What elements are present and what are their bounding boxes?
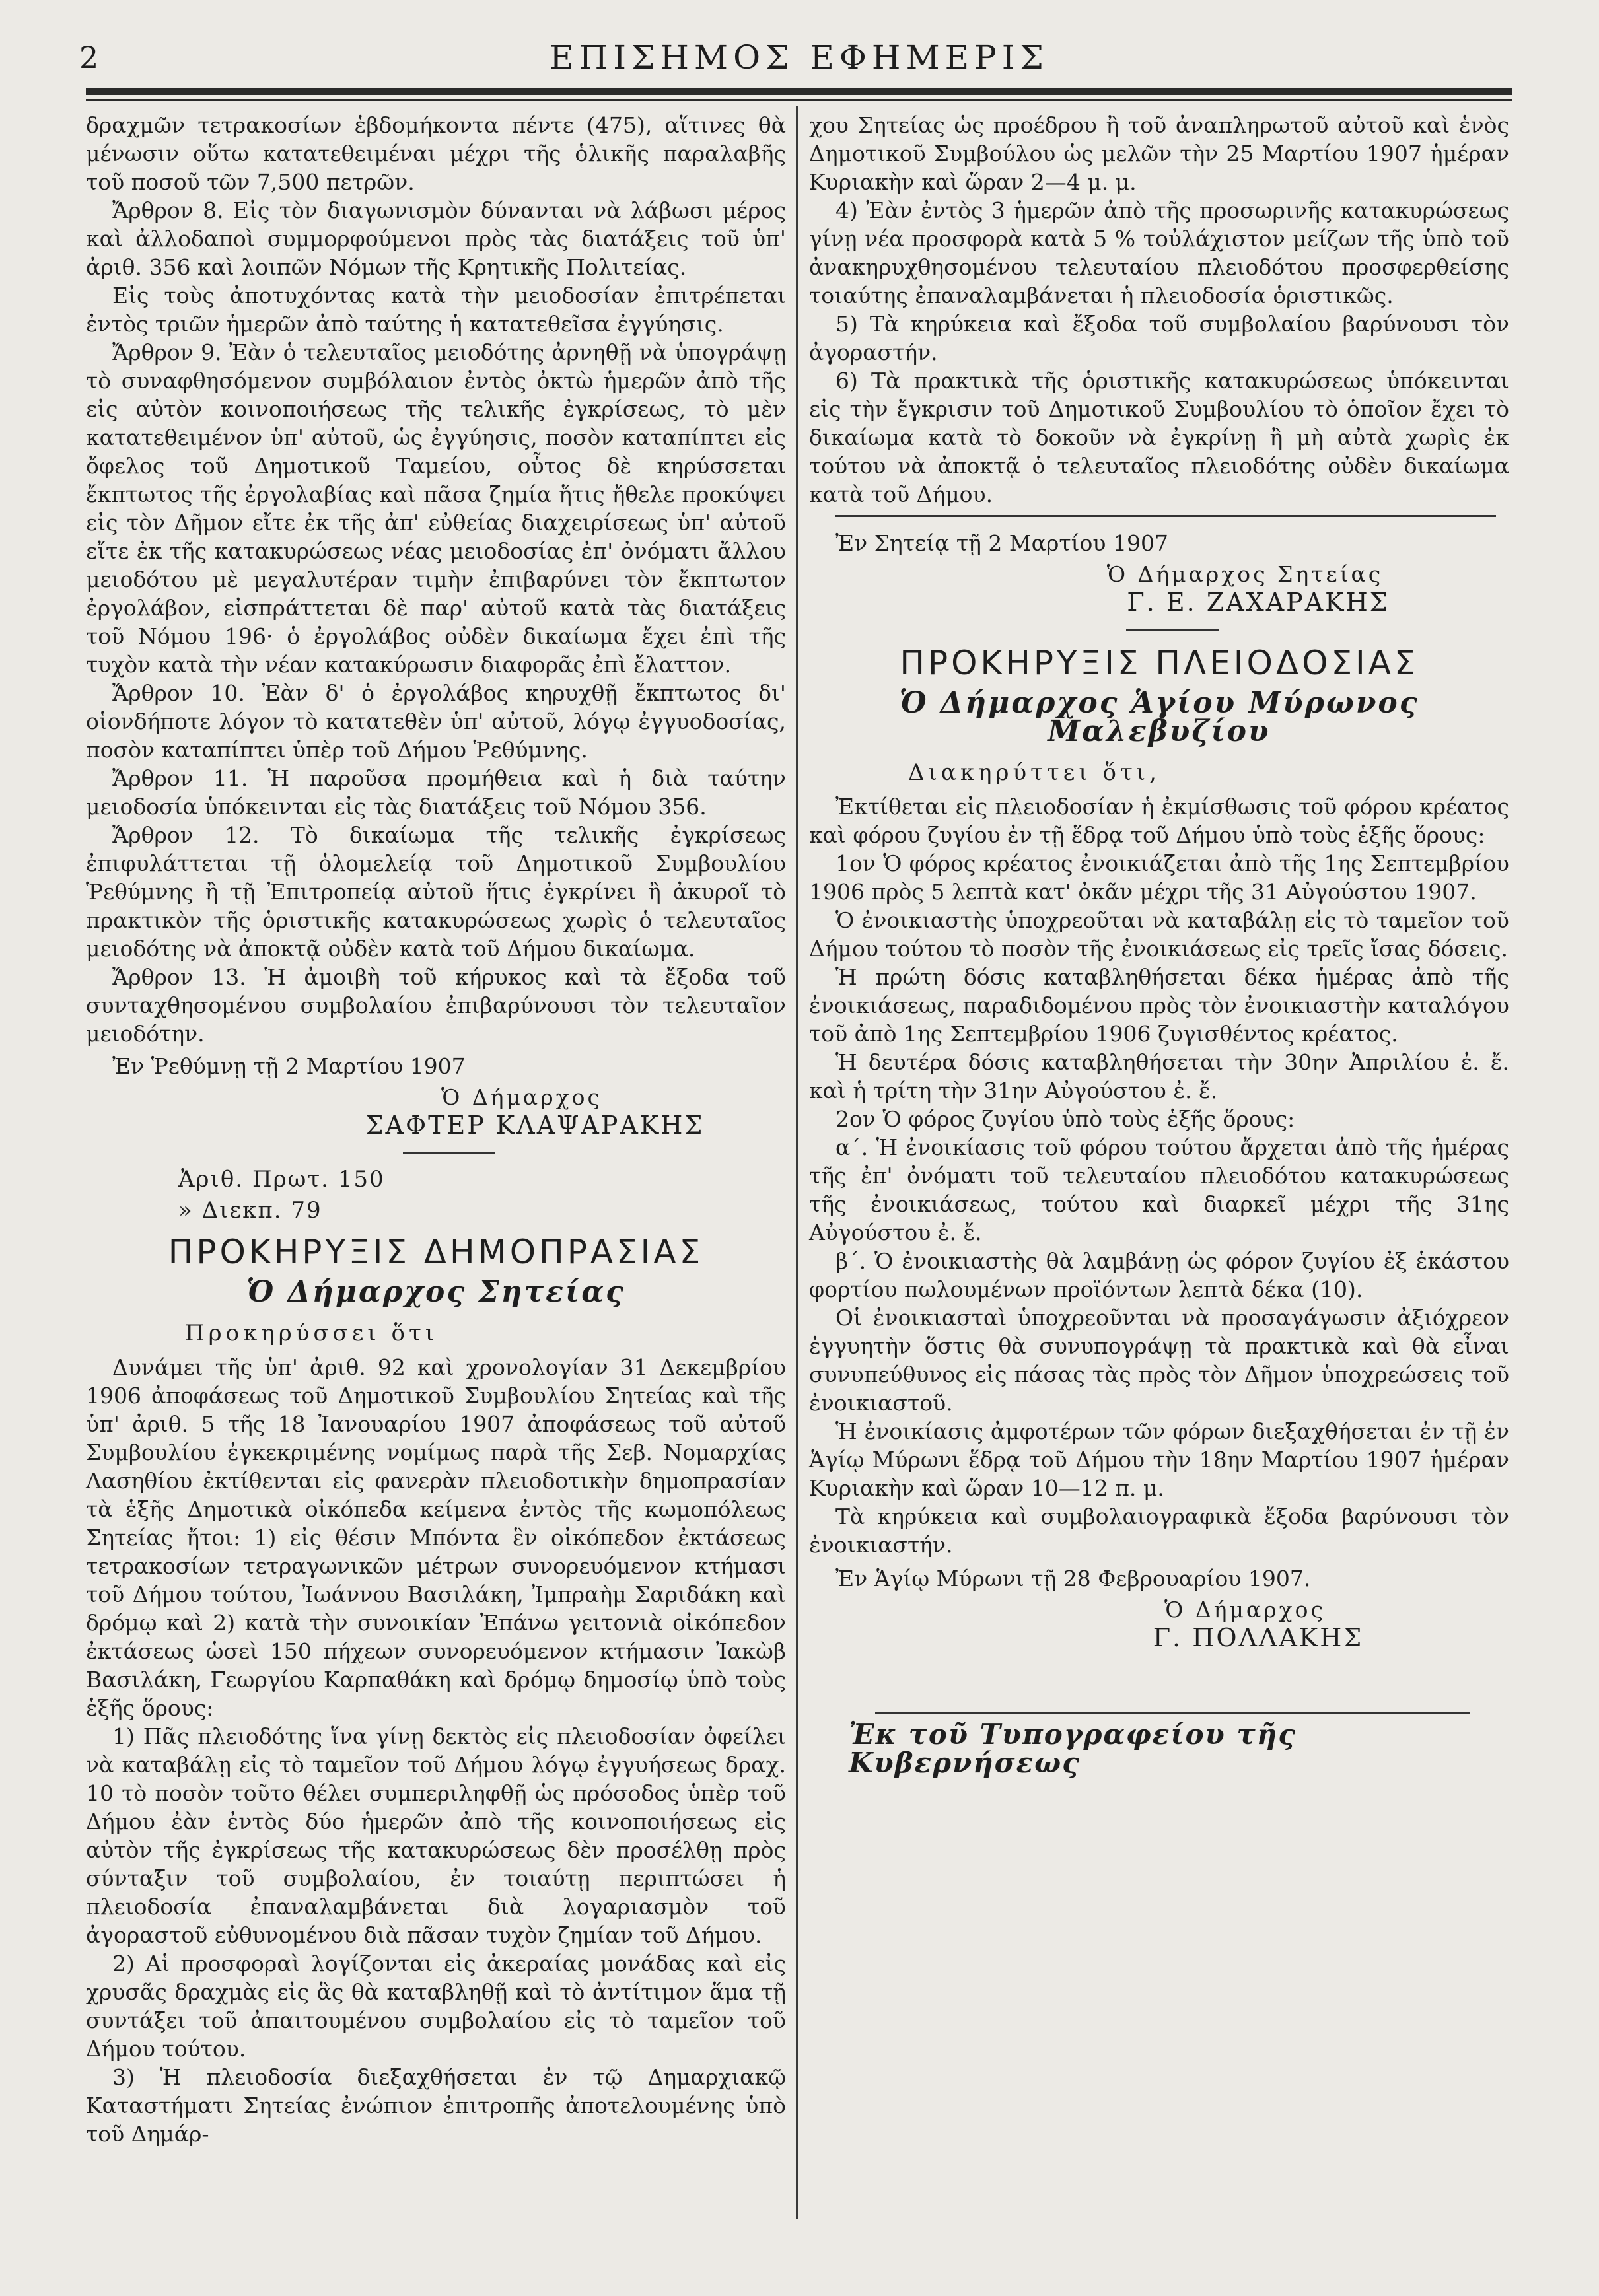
paragraph: Ὁ ἐνοικιαστὴς ὑποχρεοῦται νὰ καταβάλῃ εἰς τὸ ταμεῖον τοῦ Δήμου τούτου τὸ ποσὸν τῆς ἐνοικιάσεως εἰς τρεῖς ἴσας δόσεις. — [809, 907, 1509, 961]
separator-rule — [1126, 629, 1219, 631]
signature-role: Ὁ Δήμαρχος — [441, 1084, 602, 1110]
signature-place-date: Ἐν Σητείᾳ τῇ 2 Μαρτίου 1907 — [835, 530, 1168, 556]
paragraph: Ἡ ἐνοικίασις ἀμφοτέρων τῶν φόρων διεξαχθήσεται ἐν τῇ ἐν Ἁγίῳ Μύρωνι ἕδρᾳ τοῦ Δήμου τὴν 18ην Μαρτίου 1907 ἡμέραν Κυριακὴν καὶ ὥραν 10—12 π. μ. — [809, 1418, 1509, 1501]
signature-name: Γ. ΠΟΛΛΑΚΗΣ — [1153, 1623, 1364, 1652]
paragraph: 1) Πᾶς πλειοδότης ἵνα γίνῃ δεκτὸς εἰς πλειοδοσίαν ὀφείλει νὰ καταβάλῃ εἰς τὸ ταμεῖον τοῦ Δήμου λόγῳ ἐγγυήσεως δραχ. 10 τὸ ποσὸν τοῦτο θέλει συμπεριληφθῇ ὡς πρόσοδος ὑπὲρ τοῦ Δήμου ἐὰν ἐντὸς δύο ἡμερῶν ἀπὸ τῆς κοινοποιήσεως εἰς αὐτὸν τῆς ἐγκρίσεως τῆς κατακυρώσεως δὲν προσέλθῃ πρὸς σύνταξιν τοῦ συμβολαίου, ἐν τοιαύτῃ περιπτώσει ἡ πλειοδοσία ἐπαναλαμβάνεται διὰ λογαριασμὸν τοῦ ἀγοραστοῦ εὐθυνομένου διὰ πᾶσαν τυχὸν ζημίαν τοῦ Δήμου. — [86, 1723, 786, 1948]
protocol-number: Ἀριθ. Πρωτ. 150 — [178, 1166, 385, 1193]
paragraph: χου Σητείας ὡς προέδρου ἢ τοῦ ἀναπληρωτοῦ αὐτοῦ καὶ ἑνὸς Δημοτικοῦ Συμβούλου ὡς μελῶν τὴν 25 Μαρτίου 1907 ἡμέραν Κυριακὴν καὶ ὥραν 2—4 μ. μ. — [809, 112, 1509, 195]
paragraph: β΄. Ὁ ἐνοικιαστὴς θὰ λαμβάνῃ ὡς φόρον ζυγίου ἐξ ἑκάστου φορτίου πωλουμένων προϊόντων λεπτὰ δέκα (10). — [809, 1248, 1509, 1302]
paragraph: δραχμῶν τετρακοσίων ἑβδομήκοντα πέντε (475), αἵτινες θὰ μένωσιν οὕτω κατατεθειμέναι μέχρι τῆς ὁλικῆς παραλαβῆς τοῦ ποσοῦ τῶν 7,500 πετρῶν. — [86, 112, 786, 195]
auction-heading: ΠΡΟΚΗΡΥΞΙΣ ΔΗΜΟΠΡΑΣΙΑΣ — [168, 1233, 704, 1271]
paragraph: Ἡ πρώτη δόσις καταβληθήσεται δέκα ἡμέρας ἀπὸ τῆς ἐνοικιάσεως, παραδιδομένου πρὸς τὸν ἐνοικιαστὴν καταλόγου τοῦ ἀπὸ 1ης Σεπτεμβρίου 1906 ζυγισθέντος κρέατος. — [809, 964, 1509, 1047]
paragraph: 2) Αἱ προσφοραὶ λογίζονται εἰς ἀκεραίας μονάδας καὶ εἰς χρυσᾶς δραχμὰς εἰς ἃς θὰ καταβληθῇ καὶ τὸ ἀντίτιμον ἅμα τῇ συντάξει τοῦ ἀπαιτουμένου συμβολαίου εἰς τὸ ταμεῖον τοῦ Δήμου τούτου. — [86, 1951, 786, 2062]
page-number: 2 — [79, 40, 100, 75]
paragraph: Τὰ κηρύκεια καὶ συμβολαιογραφικὰ ἔξοδα βαρύνουσι τὸν ἐνοικιαστήν. — [809, 1504, 1509, 1558]
signature-place-date: Ἐν Ἁγίῳ Μύρωνι τῇ 28 Φεβρουαρίου 1907. — [835, 1566, 1311, 1591]
signature-role: Ὁ Δήμαρχος — [1164, 1597, 1326, 1622]
paragraph: Ἄρθρον 9. Ἐὰν ὁ τελευταῖος μειοδότης ἀρνηθῇ νὰ ὑπογράψῃ τὸ συναφθησόμενον συμβόλαιον ἐντὸς ὀκτὼ ἡμερῶν ἀπὸ τῆς εἰς αὐτὸν κοινοποιήσεως τῆς τελικῆς ἐγκρίσεως, τὸ μὲν κατατεθειμένον ὑπ' αὐτοῦ, ὡς ἐγγύησις, ποσὸν καταπίπτει εἰς ὄφελος τοῦ Δημοτικοῦ Ταμείου, οὗτος δὲ κηρύσσεται ἔκπτωτος τῆς ἐργολαβίας καὶ πᾶσα ζημία ἥτις ἤθελε προκύψει εἰς τὸν Δῆμον εἴτε ἐκ τῆς ἀπ' εὐθείας διαχειρίσεως ὑπ' αὐτοῦ εἴτε ἐκ τῆς κατακυρώσεως νέας μειοδοσίας ἐπ' ὀνόματι ἄλλου μειοδότου μὲ μεγαλυτέραν τιμὴν ἐπιβαρύνει τὸν ἔκπτωτον ἐργολάβον, εἰσπράττεται δὲ παρ' αὐτοῦ κατὰ τὰς διατάξεις τοῦ Νόμου 196· ὁ ἐργολάβος οὐδὲν δικαίωμα ἔχει ἐπὶ τῆς τυχὸν κατὰ τὴν νέαν κατακύρωσιν διαφορᾶς ἐπὶ ἔλαττον. — [86, 339, 786, 678]
lease-heading: ΠΡΟΚΗΡΥΞΙΣ ΠΛΕΙΟΔΟΣΙΑΣ — [900, 644, 1419, 682]
paragraph: 4) Ἐὰν ἐντὸς 3 ἡμερῶν ἀπὸ τῆς προσωρινῆς κατακυρώσεως γίνῃ νέα προσφορὰ κατὰ 5 % τοὐλάχιστον μείζων τῆς ὑπὸ τοῦ ἀνακηρυχθησομένου τελευταίου πλειοδότου προσφερθείσης τοιαύτης ἐπαναλαμβάνεται ἡ πλειοδοσία ὁριστικῶς. — [809, 197, 1509, 308]
paragraph: Ἄρθρον 11. Ἡ παροῦσα προμήθεια καὶ ἡ διὰ ταύτην μειοδοσία ὑπόκεινται εἰς τὰς διατάξεις τοῦ Νόμου 356. — [86, 765, 786, 819]
signature-role: Ὁ Δήμαρχος Σητείας — [1106, 561, 1384, 587]
paragraph: Εἰς τοὺς ἀποτυχόντας κατὰ τὴν μειοδοσίαν ἐπιτρέπεται ἐντὸς τριῶν ἡμερῶν ἀπὸ ταύτης ἡ κατατεθεῖσα ἐγγύησις. — [86, 283, 786, 337]
header-rule-thin — [86, 99, 1512, 101]
paragraph: Δυνάμει τῆς ὑπ' ἀριθ. 92 καὶ χρονολογίαν 31 Δεκεμβρίου 1906 ἀποφάσεως τοῦ Δημοτικοῦ Συμβουλίου Σητείας καὶ τῆς ὑπ' ἀριθ. 5 τῆς 18 Ἰανουαρίου 1907 ἀποφάσεως τοῦ αὐτοῦ Συμβουλίου ἐγκεκριμένης νομίμως παρὰ τῆς Σεβ. Νομαρχίας Λασηθίου ἐκτίθενται εἰς φανερὰν πλειοδοτικὴν δημοπρασίαν τὰ ἑξῆς Δημοτικὰ οἰκόπεδα κείμενα ἐντὸς τῆς κωμοπόλεως Σητείας ἤτοι: 1) εἰς θέσιν Μπόντα ἓν οἰκόπεδον ἐκτάσεως τετρακοσίων τετραγωνικῶν μέτρων συνορευόμενον κτήμασι τοῦ Δήμου τούτου, Ἰωάννου Βασιλάκη, Ἰμπραὴμ Σαριδάκη καὶ δρόμῳ καὶ 2) κατὰ τὴν συνοικίαν Ἐπάνω γειτονιὰ οἰκόπεδον ἐκτάσεως ὡσεὶ 150 πήχεων συνορευόμενον κτήμασιν Ἰακὼβ Βασιλάκη, Γεωργίου Καρπαθάκη καὶ δρόμῳ δημοσίῳ ὑπὸ τοὺς ἑξῆς ὅρους: — [86, 1354, 786, 1721]
lease-subheading: Ὁ Δήμαρχος Ἁγίου Μύρωνος Μαλεβυζίου — [899, 686, 1419, 748]
left-column — [86, 111, 786, 2148]
paragraph: 1ον Ὁ φόρος κρέατος ἐνοικιάζεται ἀπὸ τῆς 1ης Σεπτεμβρίου 1906 πρὸς 5 λεπτὰ κατ' ὀκᾶν μέχρι τῆς 31 Αὐγούστου 1907. — [809, 851, 1509, 905]
paragraph: 3) Ἡ πλειοδοσία διεξαχθήσεται ἐν τῷ Δημαρχιακῷ Καταστήματι Σητείας ἐνώπιον ἐπιτροπῆς ἀποτελουμένης ὑπὸ τοῦ Δημάρ- — [86, 2064, 786, 2147]
separator-rule — [835, 515, 1496, 517]
printer-imprint: Ἐκ τοῦ Τυπογραφείου τῆς Κυβερνήσεως — [849, 1718, 1297, 1779]
paragraph: Ἄρθρον 10. Ἐὰν δ' ὁ ἐργολάβος κηρυχθῇ ἔκπτωτος δι' οἱονδήποτε λόγον τὸ κατατεθὲν ὑπ' αὐτοῦ, λόγῳ ἐγγυοδοσίας, ποσὸν καταπίπτει ὑπὲρ τοῦ Δήμου Ῥεθύμνης. — [86, 680, 786, 763]
paragraph: Οἱ ἐνοικιασταὶ ὑποχρεοῦνται νὰ προσαγάγωσιν ἀξιόχρεον ἐγγυητὴν ὅστις θὰ συνυπογράψῃ τὰ πρακτικὰ καὶ θὰ εἶναι συνυπεύθυνος εἰς πάσας τὰς πρὸς τὸν Δῆμον ὑποχρεώσεις τοῦ ἐνοικιαστοῦ. — [809, 1305, 1509, 1416]
paragraph: Ἡ δευτέρα δόσις καταβληθήσεται τὴν 30ην Ἀπριλίου ἐ. ἔ. καὶ ἡ τρίτη τὴν 31ην Αὐγούστου ἐ. ἔ. — [809, 1049, 1509, 1103]
paragraph: 6) Τὰ πρακτικὰ τῆς ὁριστικῆς κατακυρώσεως ὑπόκεινται εἰς τὴν ἔγκρισιν τοῦ Δημοτικοῦ Συμβουλίου τὸ ὁποῖον ἔχει τὸ δικαίωμα κατὰ τὸ δοκοῦν νὰ ἐγκρίνῃ ἢ μὴ αὐτὰ χωρὶς ἐκ τούτου νὰ ἀποκτᾷ ὁ τελευταῖος πλειοδότης οὐδὲν δικαίωμα κατὰ τοῦ Δήμου. — [809, 368, 1509, 507]
paragraph: 2ον Ὁ φόρος ζυγίου ὑπὸ τοὺς ἑξῆς ὅρους: — [835, 1106, 1295, 1132]
declares-line: Διακηρύττει ὅτι, — [908, 759, 1160, 786]
signature-name: ΣΑΦΤΕΡ ΚΛΑΨΑΡΑΚΗΣ — [365, 1111, 705, 1140]
declares-line: Προκηρύσσει ὅτι — [185, 1320, 439, 1346]
paragraph: Ἄρθρον 13. Ἡ ἀμοιβὴ τοῦ κήρυκος καὶ τὰ ἔξοδα τοῦ συνταχθησομένου συμβολαίου ἐπιβαρύνουσι τὸν τελευταῖον μειοδότην. — [86, 964, 786, 1047]
column-divider — [796, 106, 798, 2219]
auction-subheading: Ὁ Δήμαρχος Σητείας — [246, 1275, 625, 1309]
page-header — [79, 26, 1519, 86]
running-title: ΕΠΙΣΗΜΟΣ ΕΦΗΜΕΡΙΣ — [550, 38, 1049, 77]
signature-name: Γ. Ε. ΖΑΧΑΡΑΚΗΣ — [1127, 588, 1390, 617]
imprint-rule — [875, 1712, 1470, 1714]
header-rule-thick — [86, 88, 1512, 95]
signature-place-date: Ἐν Ῥεθύμνῃ τῇ 2 Μαρτίου 1907 — [112, 1053, 466, 1079]
paragraph: 5) Τὰ κηρύκεια καὶ ἔξοδα τοῦ συμβολαίου βαρύνουσι τὸν ἀγοραστήν. — [809, 311, 1509, 365]
dispatch-number: » Διεκπ. 79 — [178, 1197, 322, 1224]
paragraph: α΄. Ἡ ἐνοικίασις τοῦ φόρου τούτου ἄρχεται ἀπὸ τῆς ἡμέρας τῆς ἐπ' ὀνόματι τοῦ τελευταίου πλειοδότου κατακυρώσεως τῆς ἐνοικιάσεως, τούτου καὶ διαρκεῖ μέχρι τῆς 31ης Αὐγούστου ἐ. ἔ. — [809, 1134, 1509, 1245]
paragraph: Ἄρθρον 8. Εἰς τὸν διαγωνισμὸν δύνανται νὰ λάβωσι μέρος καὶ ἀλλοδαποὶ συμμορφούμενοι πρὸς τὰς διατάξεις τοῦ ὑπ' ἀριθ. 356 καὶ λοιπῶν Νόμων τῆς Κρητικῆς Πολιτείας. — [86, 197, 786, 280]
paragraph: Ἄρθρον 12. Τὸ δικαίωμα τῆς τελικῆς ἐγκρίσεως ἐπιφυλάττεται τῇ ὁλομελείᾳ τοῦ Δημοτικοῦ Συμβουλίου Ῥεθύμνης ἢ τῇ Ἐπιτροπείᾳ αὐτοῦ ἥτις ἐγκρίνει ἢ ἀκυροῖ τὸ πρακτικὸν τῆς ὁριστικῆς κατακυρώσεως χωρὶς ὁ τελευταῖος μειοδότης νὰ ἀποκτᾷ οὐδὲν κατὰ τοῦ Δήμου δικαίωμα. — [86, 822, 786, 961]
separator-rule — [403, 1152, 495, 1154]
right-column — [809, 111, 1509, 1777]
paragraph: Ἐκτίθεται εἰς πλειοδοσίαν ἡ ἐκμίσθωσις τοῦ φόρου κρέατος καὶ φόρου ζυγίου ἐν τῇ ἕδρᾳ τοῦ Δήμου ὑπὸ τοὺς ἑξῆς ὅρους: — [809, 794, 1509, 848]
